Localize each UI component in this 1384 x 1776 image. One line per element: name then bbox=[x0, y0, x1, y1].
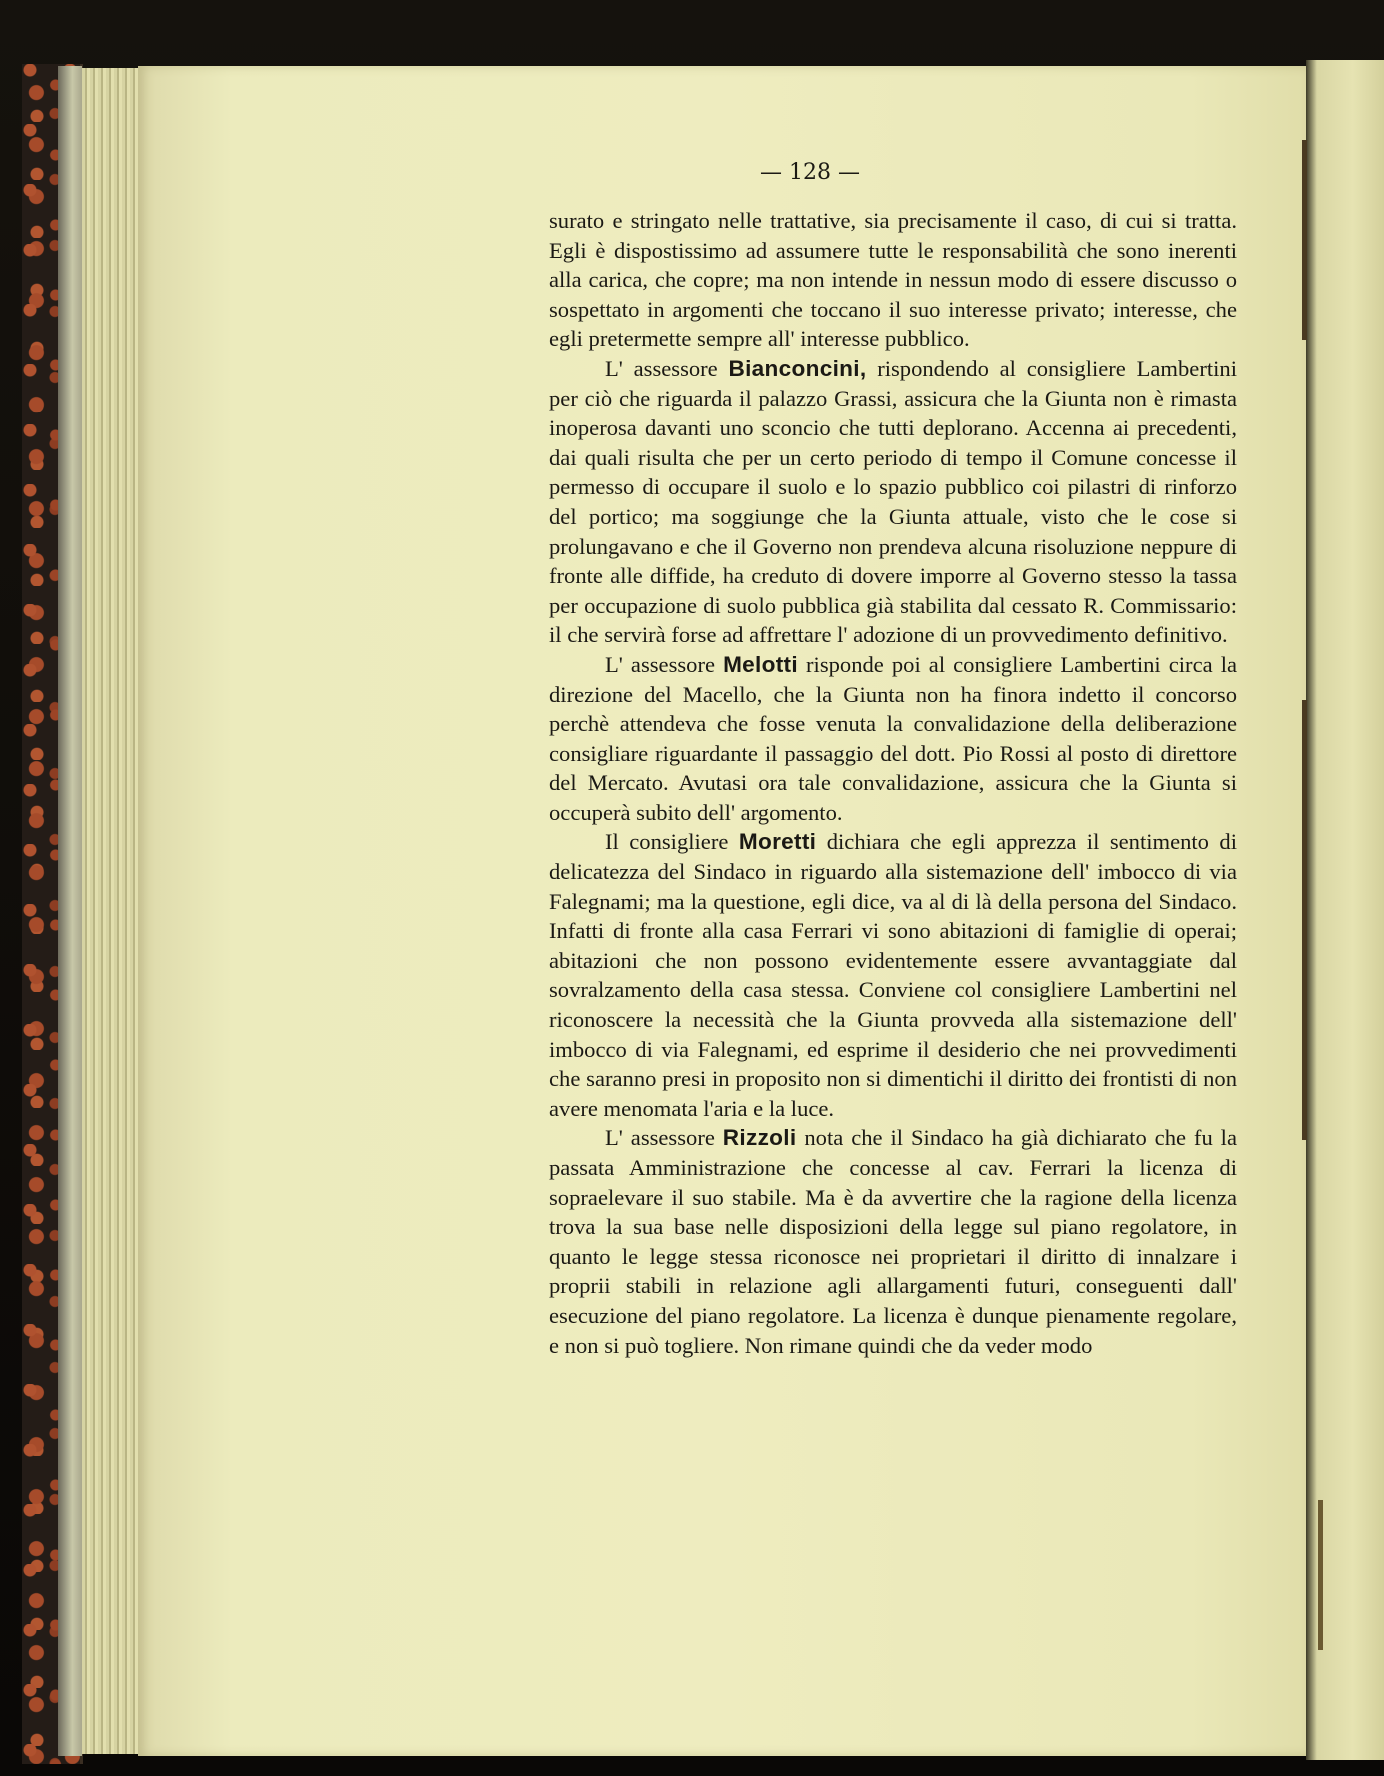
paragraph bbox=[549, 354, 1237, 650]
paragraph bbox=[549, 1123, 1237, 1360]
paragraph-text: nota che il Sindaco ha già dichiarato che fu la passata Amministrazione che concesse al cav. Ferrari la licenza di sopraelevare il suo stabile. Ma è da avvertire che la ragione della licenza trova la sua base nelle disposizioni della legge sul piano regolatore, in quanto le legge stessa riconosce nei proprietari il diritto di innalzare i proprii stabili in relazione agli allargamenti futuri, conseguenti dall' esecuzione del piano regolatore. La licenza è dunque pienamente regolare, e non si può togliere. Non rimane quindi che da veder modo bbox=[549, 1125, 1237, 1358]
show-through bbox=[410, 200, 540, 1350]
page-edge-mark bbox=[1302, 140, 1307, 340]
speaker-name: Moretti bbox=[738, 829, 817, 855]
body-text bbox=[549, 206, 1237, 1360]
paragraph-text: rispondendo al consigliere Lambertini per ciò che riguarda il palazzo Grassi, assicura che la Giunta non è rimasta inoperosa davanti uno sconcio che tutti deplorano. Accenna ai precedenti, dai quali risulta che per un certo periodo di tempo il Comune concesse il permesso di occupare il suolo e lo spazio pubblico coi pilastri di rinforzo del portico; ma soggiunge che la Giunta attuale, visto che le cose si prolungavano e che il Governo non prendeva alcuna risoluzione neppure di fronte alle diffide, ha creduto di dovere imporre al Governo stesso la tassa per occupazione di suolo pubblica già stabilita dal cessato R. Commissario: il che servirà forse ad affrettare l' adozione di un provvedimento definitivo. bbox=[549, 355, 1237, 648]
paragraph-lead: L' assessore bbox=[605, 1125, 715, 1151]
page-edges bbox=[82, 68, 142, 1754]
paragraph-text: dichiara che egli apprezza il sentimento di delicatezza del Sindaco in riguardo alla sistemazione dell' imbocco di via Falegnami; ma la questione, egli dice, va al di là della persona del Sindaco. Infatti di fronte alla casa Ferrari vi sono abitazioni di famiglie di operai; abitazioni che non possono evidentemente essere avvantaggiate dal sovralzamento della casa stessa. Conviene col consigliere Lambertini nel riconoscere la necessità che la Giunta provveda alla sistemazione dell' imbocco di via Falegnami, ed esprime il desiderio che nei provvedimenti che saranno presi in proposito non si dimentichi il diritto dei frontisti di non avere menomata l'aria e la luce. bbox=[549, 829, 1238, 1121]
page-edge-mark bbox=[1318, 1500, 1323, 1650]
speaker-name: Rizzoli bbox=[722, 1125, 797, 1151]
spine-edge bbox=[58, 66, 82, 1756]
paragraph-lead: Il consigliere bbox=[605, 829, 729, 855]
paragraph-lead: L' assessore bbox=[605, 651, 715, 677]
paragraph bbox=[549, 650, 1237, 828]
page-number: — 128 — bbox=[760, 160, 860, 185]
paragraph-text: risponde poi al consigliere Lambertini circa la direzione del Macello, che la Giunta non ha finora indetto il concorso perchè attendeva che fosse venuta la convalidazione della deliberazione consigliare riguardante il passaggio del dott. Pio Rossi al posto di direttore del Mercato. Avutasi ora tale convalidazione, assicura che la Giunta si occuperà subito dell' argomento. bbox=[549, 651, 1237, 825]
speaker-name: Melotti bbox=[723, 651, 798, 677]
paragraph-lead: L' assessore bbox=[605, 355, 718, 381]
paragraph bbox=[549, 206, 1237, 354]
page-edge-mark bbox=[1302, 700, 1307, 1140]
speaker-name: Bianconcini, bbox=[728, 355, 867, 381]
paragraph-text: surato e stringato nelle trattative, sia precisamente il caso, di cui si tratta. Egli è dispostissimo ad assumere tutte le responsabilità che sono inerenti alla carica, che copre; ma non intende in nessun modo di essere discusso o sospettato in argomenti che toccano il suo interesse privato; interesse, che egli pretermette sempre all' interesse pubblico. bbox=[549, 208, 1237, 352]
paragraph bbox=[549, 827, 1237, 1123]
